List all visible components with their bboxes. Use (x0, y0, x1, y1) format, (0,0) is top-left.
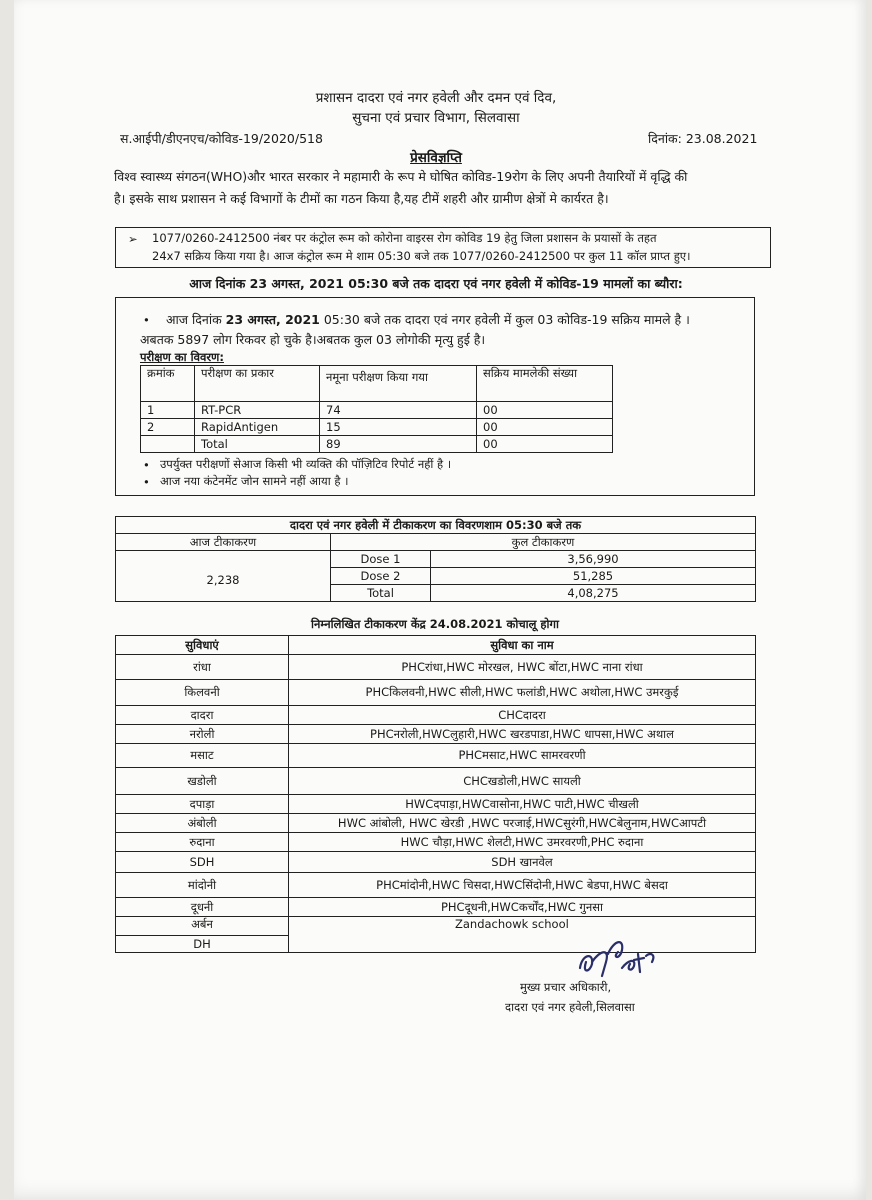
facility-cell: DH (116, 936, 289, 953)
centers-table (115, 635, 756, 953)
center-names-cell: HWC चौड़ा,HWC शेलटी,HWC उमरवरणी,PHC रुदाना (289, 833, 756, 852)
table-row (116, 795, 756, 814)
dose-value: 51,285 (431, 568, 756, 585)
reference-number: स.आईपी/डीएनएच/कोविड-19/2020/518 (120, 131, 323, 146)
bullet-arrow-icon: ➢ (128, 232, 138, 246)
table-cell: 00 (477, 419, 613, 436)
table-cell: 2 (141, 419, 195, 436)
document-title: प्रेसविज्ञप्ति (410, 150, 462, 166)
intro-line-2: है। इसके साथ प्रशासन ने कई विभागों के टीमों का गठन किया है,यह टीमें शहरी और ग्रामीण क्षेत्रों मे कार्यरत है। (114, 191, 609, 206)
center-names-cell: Zandachowk school (289, 917, 756, 953)
center-names-cell: PHCनरोली,HWCलुहारी,HWC खरडपाडा,HWC धापसा,HWC अथाल (289, 725, 756, 744)
dose-value: 3,56,990 (431, 551, 756, 568)
table-cell: Total (195, 436, 320, 453)
center-names-cell: PHCरांधा,HWC मोरखल, HWC बोंटा,HWC नाना रांधा (289, 655, 756, 680)
document-date: दिनांक: 23.08.2021 (648, 131, 758, 146)
testing-table (140, 365, 613, 453)
facility-cell: नरोली (116, 725, 289, 744)
facility-cell: दपाड़ा (116, 795, 289, 814)
table-row (116, 833, 756, 852)
table-row (116, 725, 756, 744)
table-header-row (141, 366, 613, 402)
center-names-cell: PHCदूधनी,HWCकर्चोंद,HWC गुनसा (289, 898, 756, 917)
table-cell: RapidAntigen (195, 419, 320, 436)
table-cell: RT-PCR (195, 402, 320, 419)
dose-label: Total (331, 585, 431, 602)
table-row (141, 436, 613, 453)
table-cell: 89 (320, 436, 477, 453)
facility-cell: किलवनी (116, 680, 289, 706)
center-names-cell: HWC आंबोली, HWC खेरडी ,HWC परजाई,HWCसुरंगी,HWCबेलुनाम,HWCआपटी (289, 814, 756, 833)
table-row (116, 873, 756, 898)
facility-cell: दूधनी (116, 898, 289, 917)
facility-cell: रांधा (116, 655, 289, 680)
table-row (116, 706, 756, 725)
total-vaccination-label: कुल टीकाकरण (331, 534, 756, 551)
table-row (141, 402, 613, 419)
facility-cell: मसाट (116, 744, 289, 768)
active-cases-line: आज दिनांक 23 अगस्त, 2021 05:30 बजे तक दादरा एवं नगर हवेली में कुल 03 कोविड-19 सक्रिय मामले है । (166, 312, 690, 327)
center-names-cell: PHCमसाट,HWC सामरवरणी (289, 744, 756, 768)
testing-details-label: परीक्षण का विवरण: (140, 350, 224, 364)
header-office-line: प्रशासन दादरा एवं नगर हवेली और दमन एवं दिव, (315, 90, 557, 106)
control-room-line-1: 1077/0260-2412500 नंबर पर कंट्रोल रूम को कोरोना वाइरस रोग कोविड 19 हेतु जिला प्रशासन के प्रयासों के तहत (152, 231, 657, 245)
facility-cell: दादरा (116, 706, 289, 725)
center-names-cell: CHCदादरा (289, 706, 756, 725)
table-header: परीक्षण का प्रकार (195, 366, 320, 402)
vaccination-table (115, 516, 756, 602)
table-row (116, 898, 756, 917)
table-row (116, 814, 756, 833)
center-names-cell: CHCखडोली,HWC सायली (289, 768, 756, 795)
table-row (116, 655, 756, 680)
bullet-icon: • (143, 458, 150, 472)
facility-cell: अंबोली (116, 814, 289, 833)
table-row (116, 768, 756, 795)
vaccination-heading: दादरा एवं नगर हवेली में टीकाकरण का विवरणशाम 05:30 बजे तक (116, 517, 756, 534)
table-row (116, 744, 756, 768)
cases-heading: आज दिनांक 23 अगस्त, 2021 05:30 बजे तक दादरा एवं नगर हवेली में कोविड-19 मामलों का ब्यौरा: (189, 276, 683, 291)
table-cell: 74 (320, 402, 477, 419)
today-vaccination-label: आज टीकाकरण (116, 534, 331, 551)
table-row (141, 419, 613, 436)
dose-label: Dose 1 (331, 551, 431, 568)
center-names-cell: PHCकिलवनी,HWC सीली,HWC फलांडी,HWC अथोला,HWC उमरकुई (289, 680, 756, 706)
bullet-icon: • (143, 313, 150, 327)
dose-label: Dose 2 (331, 568, 431, 585)
signatory-title: मुख्य प्रचार अधिकारी, (520, 980, 612, 994)
header-department-line: सुचना एवं प्रचार विभाग, सिलवासा (352, 110, 520, 126)
signatory-office: दादरा एवं नगर हवेली,सिलवासा (505, 1000, 635, 1014)
center-names-cell: PHCमांदोनी,HWC चिसदा,HWCसिंदोनी,HWC बेडपा,HWC बेसदा (289, 873, 756, 898)
table-row (116, 852, 756, 873)
centers-heading: निम्नलिखित टीकाकरण केंद्र 24.08.2021 कोचालू होगा (311, 617, 559, 631)
table-header: नमूना परीक्षण किया गया (320, 366, 477, 402)
dose-value: 4,08,275 (431, 585, 756, 602)
facility-cell: SDH (116, 852, 289, 873)
control-room-line-2: 24x7 सक्रिय किया गया है। आज कंट्रोल रूम मे शाम 05:30 बजे तक 1077/0260-2412500 पर कुल 11 कॉल प्राप्त हुए। (152, 249, 691, 263)
facility-cell: मांदोनी (116, 873, 289, 898)
table-row (116, 680, 756, 706)
containment-note: आज नया कंटेनमेंट जोन सामने नहीं आया है । (160, 474, 349, 488)
today-vaccination-value: 2,238 (116, 551, 331, 602)
center-names-cell: SDH खानवेल (289, 852, 756, 873)
intro-line-1: विश्व स्वास्थ्य संगठन(WHO)और भारत सरकार ने महामारी के रूप मे घोषित कोविड-19रोग के लिए अपनी तैयारियों में वृद्धि की (114, 169, 688, 184)
center-names-cell: HWCदपाड़ा,HWCवासोना,HWC पाटी,HWC चीखली (289, 795, 756, 814)
table-header: सक्रिय मामलेकी संख्या (477, 366, 613, 402)
table-cell: 00 (477, 436, 613, 453)
facility-cell: खडोली (116, 768, 289, 795)
table-cell: 00 (477, 402, 613, 419)
facility-cell: अर्बन (116, 917, 289, 936)
no-positive-note: उपर्युक्त परीक्षणों सेआज किसी भी व्यक्ति की पॉज़िटिव रिपोर्ट नहीं है । (160, 457, 452, 471)
bullet-icon: • (143, 475, 150, 489)
table-header: क्रमांक (141, 366, 195, 402)
centers-col-name: सुविधा का नाम (289, 636, 756, 655)
recovered-line: अबतक 5897 लोग रिकवर हो चुके है।अबतक कुल 03 लोगोकी मृत्यु हुई है। (140, 332, 486, 347)
table-cell (141, 436, 195, 453)
centers-col-facility: सुविधाएं (116, 636, 289, 655)
table-cell: 1 (141, 402, 195, 419)
facility-cell: रुदाना (116, 833, 289, 852)
table-cell: 15 (320, 419, 477, 436)
